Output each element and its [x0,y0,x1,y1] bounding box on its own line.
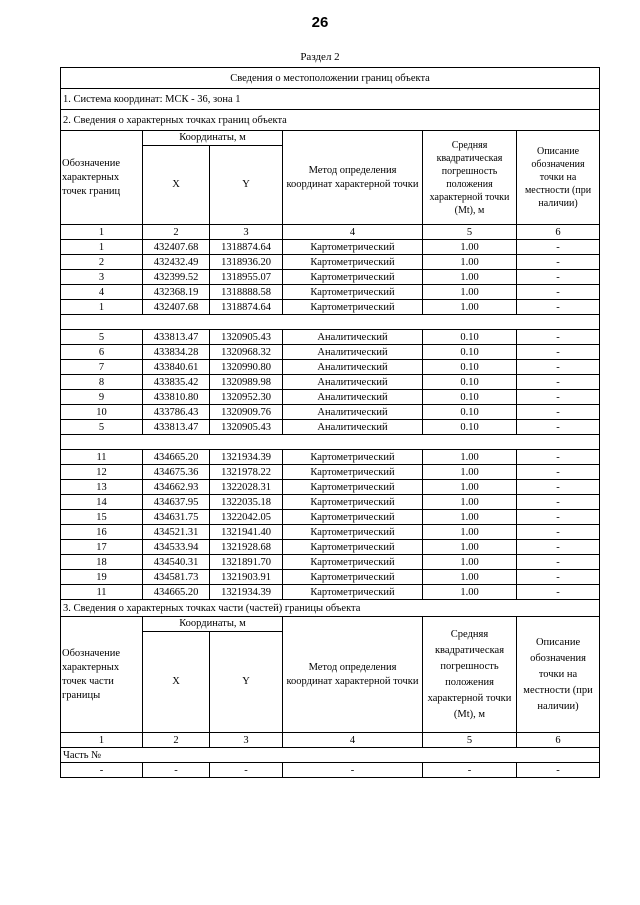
coord-y: 1322028.31 [210,480,283,495]
method: Картометрический [283,555,423,570]
coord-x: 434581.73 [143,570,210,585]
point-name: 11 [61,450,143,465]
column-number: 1 [61,225,143,240]
coord-y: 1320990.80 [210,360,283,375]
coord-x: 432407.68 [143,300,210,315]
table-row [61,270,600,285]
coord-y: 1321891.70 [210,555,283,570]
coord-y: 1320905.43 [210,420,283,435]
section2-title: 2. Сведения о характерных точках границ объекта [61,110,600,131]
table-row [61,300,600,315]
point-name: 10 [61,405,143,420]
method: Картометрический [283,525,423,540]
point-name: 5 [61,330,143,345]
coord-y: 1322035.18 [210,495,283,510]
description: - [517,585,600,600]
point-name: 11 [61,585,143,600]
column-number: 2 [143,225,210,240]
error: - [423,763,517,778]
coord-x: 432432.49 [143,255,210,270]
coord-x: 434662.93 [143,480,210,495]
point-name: 9 [61,390,143,405]
method: Картометрический [283,450,423,465]
coord-system: 1. Система координат: МСК - 36, зона 1 [61,89,600,110]
coord-y: 1318936.20 [210,255,283,270]
coord-x: 434665.20 [143,450,210,465]
section-label: Раздел 2 [300,51,340,63]
point-name: 19 [61,570,143,585]
coord-x: 433813.47 [143,420,210,435]
method: Картометрический [283,270,423,285]
method: Аналитический [283,405,423,420]
error: 0.10 [423,405,517,420]
s3-header-error: Средняя квадратическая погрешность положения характерной точки (Mt), м [423,617,517,733]
coord-x: 432407.68 [143,240,210,255]
table-title: Сведения о местоположении границ объекта [61,68,600,89]
error: 1.00 [423,465,517,480]
description: - [517,330,600,345]
point-name: - [61,763,143,778]
s3-column-numbers [61,733,600,748]
error: 1.00 [423,285,517,300]
method: Картометрический [283,255,423,270]
point-name: 16 [61,525,143,540]
error: 1.00 [423,585,517,600]
method: Аналитический [283,345,423,360]
error: 1.00 [423,570,517,585]
point-name: 3 [61,270,143,285]
description: - [517,450,600,465]
coord-y: 1321934.39 [210,450,283,465]
table-row [61,585,600,600]
point-name: 13 [61,480,143,495]
s2-header-x: X [143,146,210,225]
point-name: 12 [61,465,143,480]
column-number: 5 [423,225,517,240]
method: Аналитический [283,390,423,405]
table-row [61,540,600,555]
description: - [517,285,600,300]
table-row [61,405,600,420]
point-name: 15 [61,510,143,525]
section3-title: 3. Сведения о характерных точках части (частей) границы объекта [61,600,600,617]
method: Картометрический [283,540,423,555]
table-row [61,450,600,465]
separator-cell [61,435,600,450]
table-row [61,330,600,345]
column-number: 1 [61,733,143,748]
coord-x: 433840.61 [143,360,210,375]
table-row [61,360,600,375]
error: 0.10 [423,345,517,360]
description: - [517,375,600,390]
s3-header-method: Метод определения координат характерной точки [283,617,423,733]
table-row [61,570,600,585]
error: 0.10 [423,360,517,375]
coord-y: - [210,763,283,778]
description: - [517,555,600,570]
s3-header-name: Обозначение характерных точек части границы [61,617,143,733]
s3-header-x: X [143,632,210,733]
table-row [61,555,600,570]
coord-x: 433810.80 [143,390,210,405]
method: Аналитический [283,375,423,390]
description: - [517,345,600,360]
s2-column-numbers [61,225,600,240]
table-row [61,255,600,270]
coord-y: 1321928.68 [210,540,283,555]
coord-y: 1321903.91 [210,570,283,585]
description: - [517,240,600,255]
method: Картометрический [283,495,423,510]
table-row [61,465,600,480]
error: 0.10 [423,390,517,405]
coord-x: 433834.28 [143,345,210,360]
table-row [61,510,600,525]
coord-y: 1320909.76 [210,405,283,420]
s2-header-desc: Описание обозначения точки на местности (при наличии) [517,131,600,225]
error: 1.00 [423,510,517,525]
table-row [61,495,600,510]
column-number: 4 [283,733,423,748]
description: - [517,270,600,285]
method: Картометрический [283,300,423,315]
description: - [517,540,600,555]
table-row [61,285,600,300]
s2-header-error: Средняя квадратическая погрешность положения характерной точки (Mt), м [423,131,517,225]
coord-x: 434540.31 [143,555,210,570]
coord-y: 1321934.39 [210,585,283,600]
separator-row [61,435,600,450]
table-row [61,345,600,360]
coord-y: 1318874.64 [210,240,283,255]
method: Картометрический [283,585,423,600]
description: - [517,480,600,495]
error: 1.00 [423,300,517,315]
coord-x: 434665.20 [143,585,210,600]
description: - [517,763,600,778]
error: 1.00 [423,450,517,465]
part-label: Часть № [61,748,600,763]
coord-y: 1321941.40 [210,525,283,540]
s3-header-y: Y [210,632,283,733]
point-name: 8 [61,375,143,390]
column-number: 2 [143,733,210,748]
column-number: 3 [210,733,283,748]
column-number: 3 [210,225,283,240]
error: 1.00 [423,270,517,285]
coord-x: 434521.31 [143,525,210,540]
column-number: 6 [517,733,600,748]
point-name: 4 [61,285,143,300]
description: - [517,510,600,525]
error: 1.00 [423,495,517,510]
table-row [61,480,600,495]
coord-y: 1321978.22 [210,465,283,480]
method: Картометрический [283,285,423,300]
coord-x: 433835.42 [143,375,210,390]
table-row [61,375,600,390]
method: Аналитический [283,360,423,375]
point-name: 18 [61,555,143,570]
description: - [517,420,600,435]
point-name: 1 [61,300,143,315]
method: Картометрический [283,465,423,480]
coord-y: 1320968.32 [210,345,283,360]
coord-x: - [143,763,210,778]
column-number: 5 [423,733,517,748]
column-number: 6 [517,225,600,240]
s3-header-coords: Координаты, м [143,617,283,632]
table-row [61,420,600,435]
page-number: 26 [311,14,329,31]
description: - [517,390,600,405]
coord-y: 1318874.64 [210,300,283,315]
method: Картометрический [283,570,423,585]
error: 0.10 [423,375,517,390]
table-row [61,240,600,255]
coord-x: 433813.47 [143,330,210,345]
coord-y: 1322042.05 [210,510,283,525]
coord-x: 434631.75 [143,510,210,525]
s2-header-y: Y [210,146,283,225]
point-name: 5 [61,420,143,435]
boundary-table [60,67,600,778]
description: - [517,570,600,585]
method: Аналитический [283,420,423,435]
method: - [283,763,423,778]
coord-y: 1318955.07 [210,270,283,285]
error: 0.10 [423,420,517,435]
coord-x: 434533.94 [143,540,210,555]
table-row [61,763,600,778]
point-name: 1 [61,240,143,255]
method: Картометрический [283,240,423,255]
s2-header-coords: Координаты, м [143,131,283,146]
coord-y: 1320905.43 [210,330,283,345]
point-name: 6 [61,345,143,360]
point-name: 7 [61,360,143,375]
point-name: 14 [61,495,143,510]
method: Картометрический [283,510,423,525]
coord-x: 434675.36 [143,465,210,480]
description: - [517,495,600,510]
error: 1.00 [423,555,517,570]
method: Картометрический [283,480,423,495]
point-name: 2 [61,255,143,270]
error: 1.00 [423,540,517,555]
coord-x: 433786.43 [143,405,210,420]
error: 1.00 [423,480,517,495]
method: Аналитический [283,330,423,345]
coord-x: 434637.95 [143,495,210,510]
error: 1.00 [423,255,517,270]
coord-y: 1320989.98 [210,375,283,390]
point-name: 17 [61,540,143,555]
description: - [517,405,600,420]
error: 0.10 [423,330,517,345]
description: - [517,300,600,315]
error: 1.00 [423,525,517,540]
separator-row [61,315,600,330]
description: - [517,360,600,375]
description: - [517,525,600,540]
table-row [61,390,600,405]
table-row [61,525,600,540]
description: - [517,465,600,480]
coord-y: 1318888.58 [210,285,283,300]
s2-header-name: Обозначение характерных точек границ [61,131,143,225]
s3-header-desc: Описание обозначения точки на местности (при наличии) [517,617,600,733]
error: 1.00 [423,240,517,255]
description: - [517,255,600,270]
coord-y: 1320952.30 [210,390,283,405]
coord-x: 432368.19 [143,285,210,300]
separator-cell [61,315,600,330]
s2-header-method: Метод определения координат характерной точки [283,131,423,225]
coord-x: 432399.52 [143,270,210,285]
column-number: 4 [283,225,423,240]
